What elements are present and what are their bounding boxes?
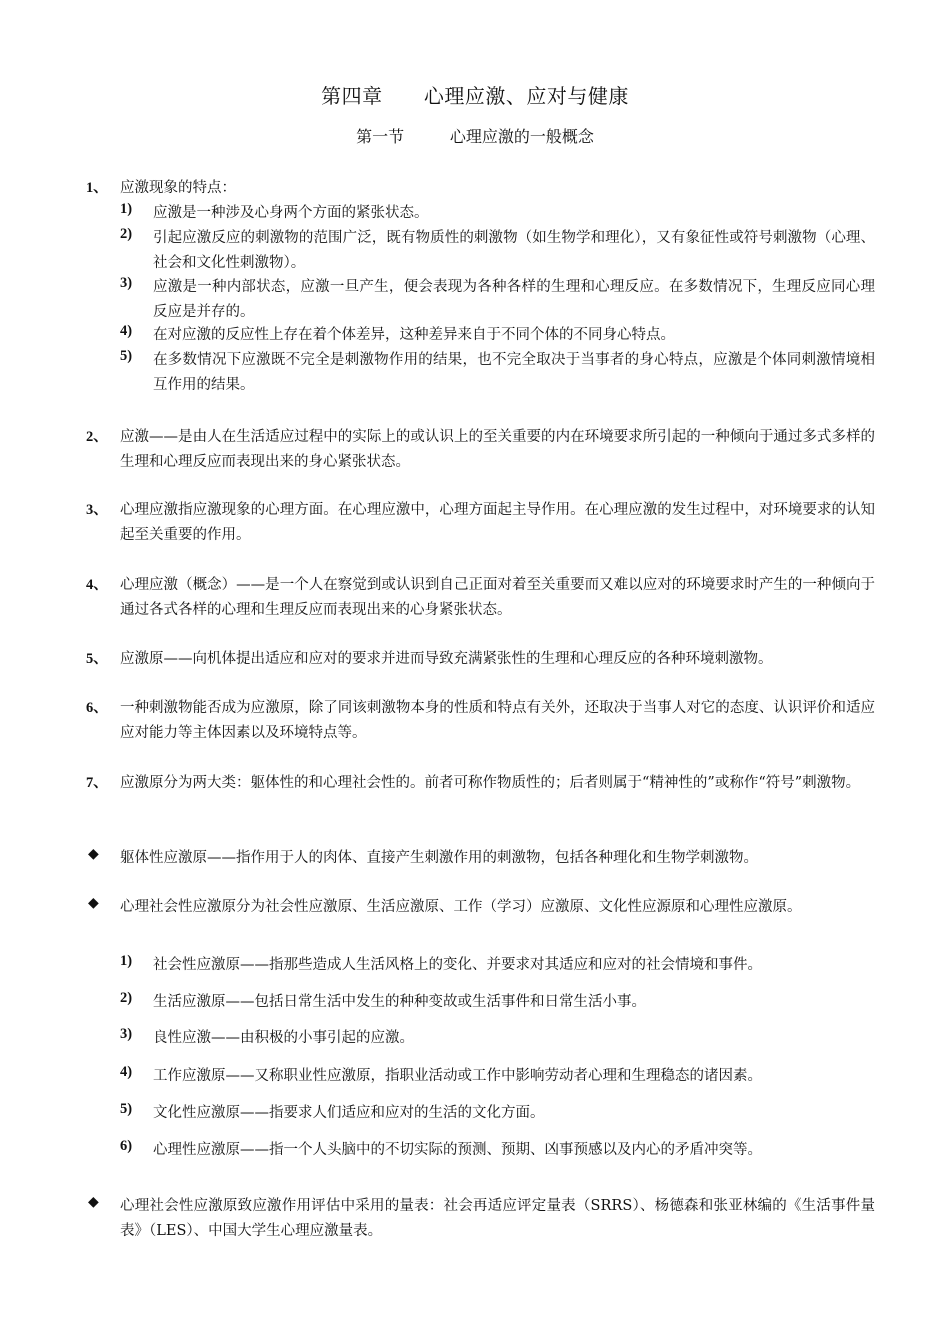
item-number: 3、 — [86, 502, 108, 518]
subitem-text: 心理性应激原——指一个人头脑中的不切实际的预测、预期、凶事预感以及内心的矛盾冲突等。 — [153, 1142, 762, 1158]
subitem-number: 5) — [120, 348, 133, 364]
subitem-number: 1) — [120, 953, 133, 969]
subitem-text: 在对应激的反应性上存在着个体差异，这种差异来自于不同个体的不同身心特点。 — [153, 327, 675, 343]
item-text: 心理应激（概念）——是一个人在察觉到或认识到自己正面对着至关重要而又难以应对的环境要求时产生的一种倾向于通过各式各样的心理和生理反应而表现出来的心身紧张状态。 — [120, 577, 875, 618]
item-number: 2、 — [86, 429, 108, 445]
section-title: 第一节 心理应激的一般概念 — [356, 127, 594, 146]
subitem-text: 工作应激原——又称职业性应激原，指职业活动或工作中影响劳动者心理和生理稳态的诸因素。 — [153, 1068, 762, 1084]
subitem-number: 4) — [120, 323, 133, 339]
item-text: 应激原分为两大类：躯体性的和心理社会性的。前者可称作物质性的；后者则属于“精神性的”或称作“符号”刺激物。 — [120, 775, 861, 791]
bullet-text: 躯体性应激原——指作用于人的肉体、直接产生刺激作用的刺激物，包括各种理化和生物学刺激物。 — [120, 850, 758, 866]
subitem-number: 2) — [120, 990, 133, 1006]
item-text: 应激现象的特点： — [120, 180, 236, 196]
subitem-text: 生活应激原——包括日常生活中发生的种种变故或生活事件和日常生活小事。 — [153, 994, 646, 1010]
subitem-text: 引起应激反应的刺激物的范围广泛，既有物质性的刺激物（如生物学和理化），又有象征性或符号刺激物（心理、社会和文化性刺激物）。 — [153, 230, 875, 271]
item-number: 1、 — [86, 180, 108, 196]
item-number: 7、 — [86, 775, 108, 791]
subitem-number: 6) — [120, 1138, 133, 1154]
subitem-number: 4) — [120, 1064, 133, 1080]
bullet-text: 心理社会性应激原致应激作用评估中采用的量表：社会再适应评定量表（SRRS）、杨德森和张亚林编的《生活事件量表》（LES）、中国大学生心理应激量表。 — [120, 1198, 875, 1239]
subitem-text: 应激是一种内部状态，应激一旦产生，便会表现为各种各样的生理和心理反应。在多数情况下，生理反应同心理反应是并存的。 — [153, 279, 875, 320]
item-number: 4、 — [86, 577, 108, 593]
subitem-number: 3) — [120, 1026, 133, 1042]
subitem-text: 文化性应激原——指要求人们适应和应对的生活的文化方面。 — [153, 1105, 545, 1121]
item-text: 应激原——向机体提出适应和应对的要求并进而导致充满紧张性的生理和心理反应的各种环境刺激物。 — [120, 651, 773, 667]
subitem-text: 应激是一种涉及心身两个方面的紧张状态。 — [153, 205, 429, 221]
subitem-number: 5) — [120, 1101, 133, 1117]
chapter-title: 第四章 心理应激、应对与健康 — [321, 84, 629, 108]
subitem-text: 社会性应激原——指那些造成人生活风格上的变化、并要求对其适应和应对的社会情境和事件。 — [153, 957, 762, 973]
subitem-text: 良性应激——由积极的小事引起的应激。 — [153, 1030, 414, 1046]
diamond-bullet-icon: ◆ — [88, 1194, 99, 1210]
subitem-number: 1) — [120, 201, 133, 217]
item-text: 应激——是由人在生活适应过程中的实际上的或认识上的至关重要的内在环境要求所引起的一种倾向于通过多式多样的生理和心理反应而表现出来的身心紧张状态。 — [120, 429, 875, 470]
diamond-bullet-icon: ◆ — [88, 846, 99, 862]
subitem-text: 在多数情况下应激既不完全是刺激物作用的结果，也不完全取决于当事者的身心特点，应激是个体同刺激情境相互作用的结果。 — [153, 352, 875, 393]
item-text: 一种刺激物能否成为应激原，除了同该刺激物本身的性质和特点有关外，还取决于当事人对它的态度、认识评价和适应应对能力等主体因素以及环境特点等。 — [120, 700, 875, 741]
item-number: 5、 — [86, 651, 108, 667]
item-number: 6、 — [86, 700, 108, 716]
bullet-text: 心理社会性应激原分为社会性应激原、生活应激原、工作（学习）应激原、文化性应源原和心理性应激原。 — [120, 899, 802, 915]
diamond-bullet-icon: ◆ — [88, 895, 99, 911]
subitem-number: 2) — [120, 226, 133, 242]
item-text: 心理应激指应激现象的心理方面。在心理应激中，心理方面起主导作用。在心理应激的发生过程中，对环境要求的认知起至关重要的作用。 — [120, 502, 875, 543]
subitem-number: 3) — [120, 275, 133, 291]
